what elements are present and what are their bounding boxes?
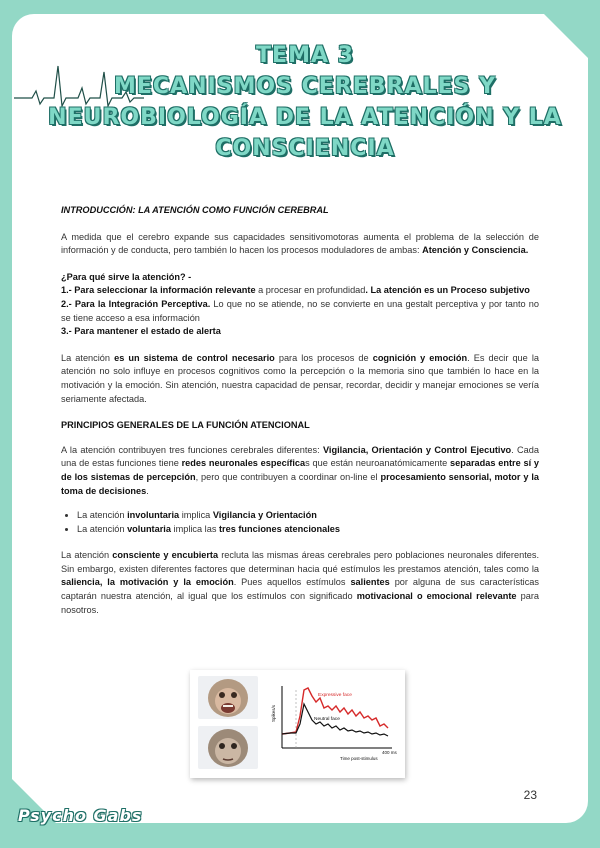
title-line: TEMA 3 [256,43,354,68]
page-number: 23 [523,788,537,802]
y-axis-label: Spikes/s [271,704,276,722]
x-tick-label: 400 ms [382,750,397,755]
figure-face-response [190,670,405,778]
document-title [40,40,570,164]
title-line: NEUROBIOLOGÍA DE LA ATENCIÓN Y LA [48,105,562,130]
purpose-item-3: 3.- Para mantener el estado de alerta [61,326,221,337]
title-line: CONSCIENCIA [215,136,395,161]
paragraph-control: La atención es un sistema de control necesario para los procesos de cognición y emoción. Es decir que la atención no solo influye en procesos cognitivos como la percepción o la memoria sino que también lo hace en la motivación y la emoción. Sin atención, nuestra capacidad de pensar, recordar, decidir y manejar emociones se vería seriamente afectada. [61,352,539,404]
label-expressive: Expressive face [318,693,352,698]
spike-rate-plot [270,676,400,776]
purpose-item-2: 2.- Para la Integración Perceptiva. Lo que no se atiende, no se convierte en una gestalt perceptiva y por tanto no se tiene acceso a esa información [61,298,539,323]
paragraph-principles: A la atención contribuyen tres funciones cerebrales diferentes: Vigilancia, Orientación y Control Ejecutivo. Cada una de estas funciones tiene redes neuronales específicas que están neuroanatómicamente separadas entre sí y de los sistemas de percepción, pero que contribuyen a coordinar on-line el procesamiento sensorial, motor y la toma de decisiones. [61,444,540,496]
bullet-list [61,509,539,536]
paragraph-covert: La atención consciente y encubierta recluta las mismas áreas cerebrales pero poblaciones neuronales diferentes. Sin embargo, existen diferentes factores que determinan hacia qué estímulos les prestamos atención, tales como la saliencia, la motivación y la emoción. Pues aquellos estímulos salientes por alguna de sus características captarán nuestra atención, al igual que los estímulos con significado motivacional o emocional relevante para nosotros. [61,550,540,615]
list-item: • La atención voluntaria implica las tres funciones atencionales [77,523,539,537]
purpose-question: ¿Para qué sirve la atención? - [61,271,192,282]
paragraph-intro: A medida que el cerebro expande sus capacidades sensitivomotoras aumenta el problema de la selección de información y de conducta, pero también lo hacen los procesos moduladores de ambas: Atención y Consciencia. [61,231,539,256]
monkey-face-neutral-image [198,726,258,769]
label-neutral: Neutral face [314,717,340,722]
brand-logo: Psycho Gabs [18,806,143,825]
title-line: MECANISMOS CEREBRALES Y [114,74,496,99]
x-axis-label: Time post-stimulus [340,756,378,761]
purpose-item-1: 1.- Para seleccionar la información relevante a procesar en profundidad. La atención es un Proceso subjetivo [61,285,530,296]
section-heading: PRINCIPIOS GENERALES DE LA FUNCIÓN ATENCIONAL [61,420,310,431]
document-body [61,204,539,617]
monkey-face-expressive-image [198,676,258,719]
list-item: • La atención involuntaria implica Vigilancia y Orientación [77,509,539,523]
section-heading: INTRODUCCIÓN: LA ATENCIÓN COMO FUNCIÓN CEREBRAL [61,205,329,215]
